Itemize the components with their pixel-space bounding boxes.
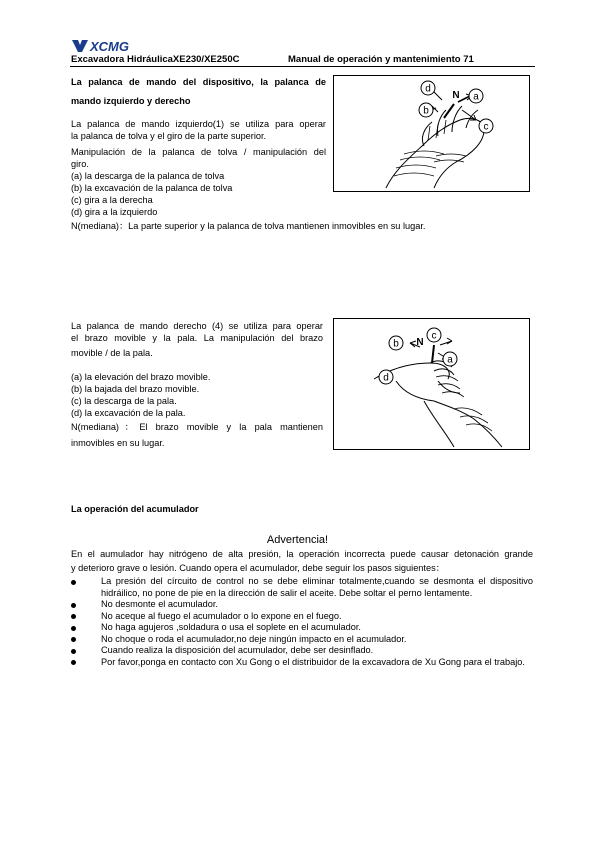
section1-para2-line1: Manipulación de la palanca de tolva / manipulación del [71, 147, 326, 157]
section1-para1-line1: La palanca de mando izquierdo(1) se utiliza para operar [71, 119, 326, 129]
warning-bullet: No aceque al fuego el acumulador o lo expone en el fuego. [71, 611, 533, 623]
xcmg-logo [71, 39, 133, 53]
warning-intro-line2: y deterioro grave o lesión. Cuando opera el acumulador, debe seguir los pasos siguientes： [71, 563, 445, 573]
section1-item-d: (d) gira a la izquierdo [71, 207, 158, 217]
figure2-label-d: d [383, 372, 389, 384]
warning-bullet: La presión del círcuito de control no se debe eliminar totalmente,cuando se desmonta el dispositivo hidráilico, no pone de pie en la dirección de salir el aceite. Debe soltar el perno lentamente. [71, 576, 533, 599]
section2-item-c: (c) la descarga de la pala. [71, 396, 177, 406]
header-product-title: Excavadora HidráulicaXE230/XE250C [71, 54, 240, 65]
warning-bullet: No haga agujeros ,soldadura o usa el soplete en el acumulador. [71, 622, 533, 634]
section2-para-line3: movible / de la pala. [71, 348, 153, 358]
figure1-label-d: d [425, 83, 431, 95]
bullet-icon [71, 614, 76, 619]
section2-neutral-line1: N(mediana)：El brazo movible y la pala mantienen [71, 422, 323, 432]
section2-neutral [71, 419, 323, 451]
warning-title: Advertencia! [266, 534, 329, 546]
section1-title-line2: mando izquierdo y derecho [71, 96, 191, 106]
section1-title-line1: La palanca de mando del dispositivo, la palanca de [71, 77, 326, 87]
right-lever-figure [333, 318, 530, 450]
section1-item-b: (b) la excavación de la palanca de tolva [71, 183, 233, 193]
section2-para [71, 320, 323, 359]
section2-neutral-line2: inmovibles en su lugar. [71, 438, 165, 448]
bullet-icon [71, 637, 76, 642]
section1-para1-line2: la palanca de tolva y el giro de la parte superior. [71, 131, 267, 141]
section1-para1 [71, 118, 326, 142]
section1-item-c: (c) gira a la derecha [71, 195, 153, 205]
logo-text: XCMG [90, 39, 129, 53]
warning-bullet: Cuando realiza la disposición del acumulador, debe ser desinflado. [71, 645, 533, 657]
left-lever-figure [333, 75, 530, 192]
bullet-icon [71, 649, 76, 654]
bullet-icon [71, 580, 76, 585]
section2-item-a: (a) la elevación del brazo movible. [71, 372, 211, 382]
section2-item-d: (d) la excavación de la pala. [71, 408, 186, 418]
warning-bullet: No choque o roda el acumulador,no deje ningún impacto en el acumulador. [71, 634, 533, 646]
header-manual-page: Manual de operación y mantenimiento 71 [288, 54, 474, 65]
bullet-icon [71, 626, 76, 631]
section1-title [71, 73, 326, 111]
figure1-label-a: a [473, 91, 479, 103]
figure1-label-c: c [483, 121, 489, 133]
section1-para2-line2: giro. [71, 159, 89, 169]
warning-bullet-list [71, 576, 533, 668]
figure1-label-n: N [452, 90, 460, 101]
section1-para2 [71, 146, 326, 170]
figure2-label-a: a [447, 354, 453, 366]
section1-neutral: N(mediana)：La parte superior y la palanca de tolva mantienen inmovibles en su lugar. [71, 221, 426, 231]
section1-items [71, 170, 326, 218]
warning-intro [71, 547, 533, 575]
section1-item-a: (a) la descarga de la palanca de tolva [71, 171, 225, 181]
warning-bullet: Por favor,ponga en contacto con Xu Gong o el distribuidor de la excavadora de Xu Gong para el trabajo. [71, 657, 533, 669]
figure2-label-b: b [393, 338, 399, 350]
figure2-label-c: c [431, 330, 437, 342]
header-divider [70, 66, 535, 67]
section3-title: La operación del acumulador [71, 504, 199, 514]
warning-bullet: No desmonte el acumulador. [71, 599, 533, 611]
figure1-label-b: b [423, 105, 429, 117]
figure2-label-n: N [416, 337, 424, 348]
bullet-icon [71, 660, 76, 665]
section2-para-line1: La palanca de mando derecho (4) se utiliza para operar [71, 321, 323, 331]
warning-intro-line1: En el aumulador hay nitrógeno de alta presión, la operación incorrecta puede causar detonación grande [71, 549, 533, 559]
section2-para-line2: el brazo movible y la pala. La manipulación del brazo [71, 333, 323, 343]
section2-item-b: (b) la bajada del brazo movible. [71, 384, 200, 394]
section2-items [71, 371, 323, 419]
bullet-icon [71, 603, 76, 608]
